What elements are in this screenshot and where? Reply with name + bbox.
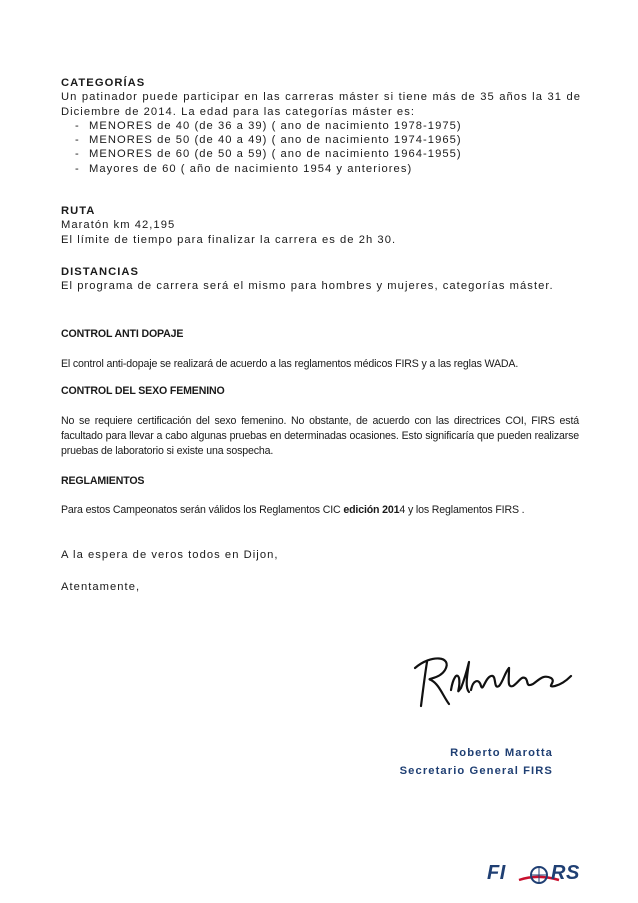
reglamientos-text-after: 4 y los Reglamentos FIRS . [399,504,525,516]
section-control-anti-dopaje-body [61,357,581,372]
section-reglamientos [61,474,581,489]
distancias-heading: DISTANCIAS [61,266,140,278]
section-distancias [61,265,581,294]
signature-title: Secretario General FIRS [399,765,553,777]
reglamientos-text-before: Para estos Campeonatos serán válidos los Reglamentos CIC [61,504,344,516]
reglamientos-text [61,503,581,518]
distancias-text: El programa de carrera será el mismo para hombres y mujeres, categorías máster. [61,280,554,293]
section-categorias [61,76,581,176]
ruta-heading: RUTA [61,205,96,217]
firs-logo [485,860,595,888]
list-item: - MENORES de 50 (de 40 a 49) ( ano de nacimiento 1974-1965) [75,133,581,147]
closing-line2: Atentamente, [61,581,141,593]
section-control-sexo-body [61,414,579,458]
signature-name: Roberto Marotta [450,747,553,759]
closing-line1: A la espera de veros todos en Dijon, [61,549,279,561]
reglamientos-text-bold: edición 201 [343,504,400,516]
categorias-list [61,119,581,176]
handwritten-signature [405,648,575,712]
list-item: - Mayores de 60 ( año de nacimiento 1954 y anteriores) [75,162,581,176]
logo-text-right: RS [551,862,580,884]
ruta-line2: El límite de tiempo para finalizar la carrera es de 2h 30. [61,233,397,246]
categorias-heading: CATEGORÍAS [61,77,146,89]
section-ruta [61,204,581,247]
categorias-paragraph: Un patinador puede participar en las carreras máster si tiene más de 35 años la 31 de Diciembre de 2014. La edad para las categorías máster es: [61,91,581,118]
ruta-line1: Maratón km 42,195 [61,219,176,232]
signature-block [400,744,553,780]
list-item: - MENORES de 60 (de 50 a 59) ( ano de nacimiento 1964-1955) [75,147,581,161]
control-sexo-text: No se requiere certificación del sexo femenino. No obstante, de acuerdo con las directrices COI, FIRS está facultado para llevar a cabo algunas pruebas en determinadas ocasiones. Esto significaría que pueden realizarse pruebas de laboratorio si existe una sospecha. [61,415,579,457]
list-item: - MENORES de 40 (de 36 a 39) ( ano de nacimiento 1978-1975) [75,119,581,133]
section-control-sexo [61,384,581,399]
control-anti-dopaje-text: El control anti-dopaje se realizará de acuerdo a las reglamentos médicos FIRS y a las reglas WADA. [61,358,519,370]
control-sexo-heading: CONTROL DEL SEXO FEMENINO [61,385,225,397]
logo-text-left: FI [487,862,506,884]
section-control-anti-dopaje [61,327,581,342]
control-anti-dopaje-heading: CONTROL ANTI DOPAJE [61,328,184,340]
reglamientos-heading: REGLAMIENTOS [61,475,145,487]
